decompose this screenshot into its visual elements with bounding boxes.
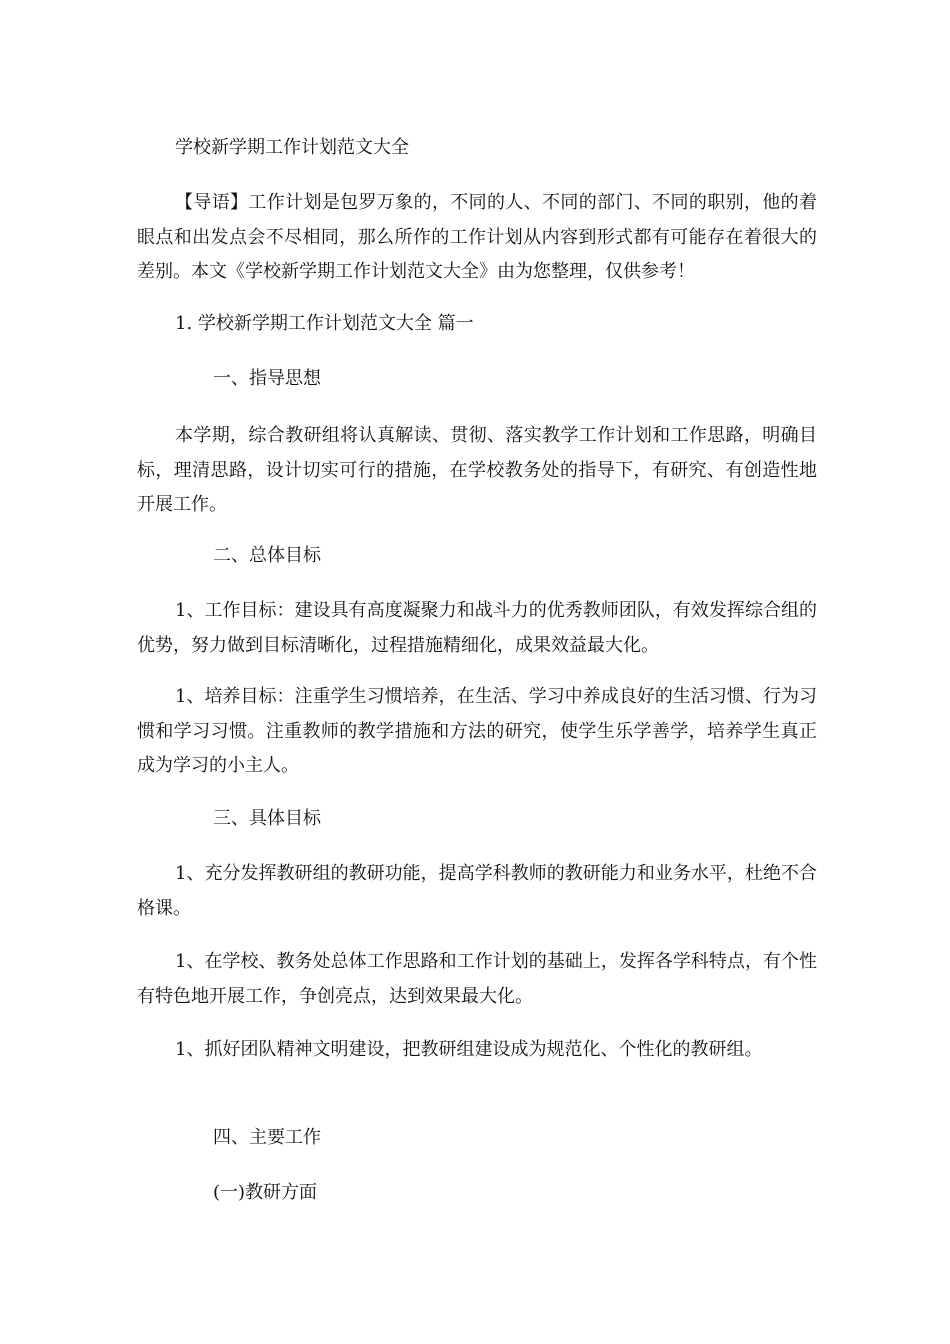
paragraph-specific-goal-3: 1、抓好团队精神文明建设，把教研组建设成为规范化、个性化的教研组。 [175, 1039, 763, 1060]
heading-specific-goals: 三、具体目标 [213, 808, 321, 829]
paragraph-work-goals: 1、工作目标：建设具有高度凝聚力和战斗力的优秀教师团队，有效发挥综合组的优势，努力做到目标清晰化，过程措施精细化，成果效益最大化。 [137, 600, 817, 656]
section-heading: 1. 学校新学期工作计划范文大全 篇一 [175, 313, 474, 334]
subheading-teaching-research: (一)教研方面 [213, 1182, 318, 1203]
paragraph-specific-goal-1: 1、充分发挥教研组的教研功能，提高学科教师的教研能力和业务水平，杜绝不合格课。 [137, 863, 817, 919]
paragraph-specific-goal-2: 1、在学校、教务处总体工作思路和工作计划的基础上，发挥各学科特点，有个性有特色地开展工作，争创亮点，达到效果最大化。 [137, 951, 817, 1007]
heading-guiding-ideology: 一、指导思想 [213, 368, 321, 389]
document-title: 学校新学期工作计划范文大全 [175, 137, 409, 158]
heading-overall-goals: 二、总体目标 [213, 545, 321, 566]
heading-main-work: 四、主要工作 [213, 1127, 321, 1148]
paragraph-training-goals: 1、培养目标：注重学生习惯培养，在生活、学习中养成良好的生活习惯、行为习惯和学习习惯。注重教师的教学措施和方法的研究，使学生乐学善学，培养学生真正成为学习的小主人。 [137, 686, 817, 776]
intro-paragraph: 【导语】工作计划是包罗万象的，不同的人、不同的部门、不同的职别，他的着眼点和出发点会不尽相同，那么所作的工作计划从内容到形式都有可能存在着很大的差别。本文《学校新学期工作计划范文大全》由为您整理，仅供参考！ [137, 192, 817, 282]
paragraph-guiding-ideology: 本学期，综合教研组将认真解读、贯彻、落实教学工作计划和工作思路，明确目标，理清思路，设计切实可行的措施，在学校教务处的指导下，有研究、有创造性地开展工作。 [137, 425, 817, 515]
